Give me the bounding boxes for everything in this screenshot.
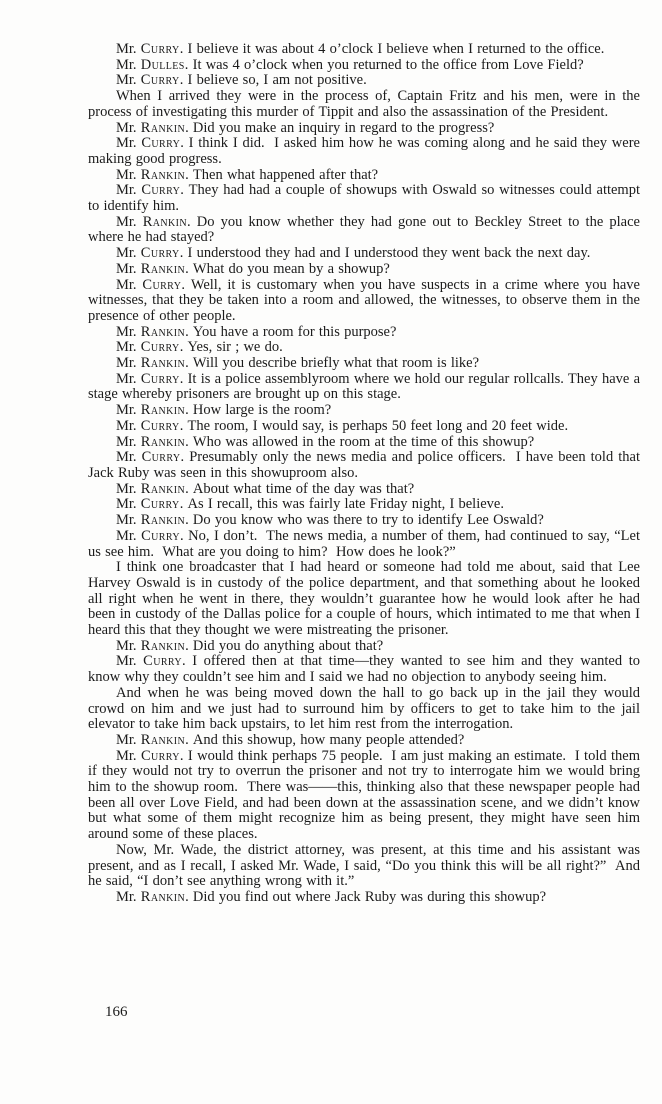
speaker-name: Mr. Curry. bbox=[116, 653, 186, 670]
paragraph: Mr. Curry. I believe so, I am not positive. bbox=[116, 72, 367, 89]
speaker-name: Mr. Curry. bbox=[116, 417, 184, 434]
speaker-name: Mr. Curry. bbox=[116, 135, 184, 152]
speaker-name: Mr. Rankin. bbox=[116, 512, 189, 529]
speaker-name: Mr. Curry. bbox=[116, 496, 184, 513]
speaker-name: Mr. Rankin. bbox=[116, 888, 189, 905]
speaker-name: Mr. Rankin. bbox=[116, 637, 189, 654]
paragraph: Mr. Curry. I think I did. I asked him how he was coming along and he said they were making good progress. bbox=[88, 135, 640, 167]
paragraph: Mr. Rankin. About what time of the day was that? bbox=[116, 480, 415, 497]
speaker-name: Mr. Rankin. bbox=[116, 119, 189, 136]
speaker-name: Mr. Curry. bbox=[116, 245, 184, 262]
paragraph: Mr. Curry. The room, I would say, is perhaps 50 feet long and 20 feet wide. bbox=[116, 417, 569, 434]
speaker-name: Mr. Rankin. bbox=[116, 260, 189, 277]
paragraph: Mr. Rankin. Did you find out where Jack Ruby was during this showup? bbox=[116, 888, 547, 905]
paragraph: Mr. Curry. I offered then at that time—they wanted to see him and they wanted to know why they couldn’t see him and I said we had no objection to anybody seeing him. bbox=[88, 653, 640, 686]
paragraph: Mr. Curry. No, I don’t. The news media, a number of them, had continued to say, “Let us see him. What are you doing to him? How does he look?” bbox=[88, 527, 641, 560]
paragraph: Mr. Curry. I would think perhaps 75 people. I am just making an estimate. I told them if they would not try to overrun the prisoner and not try to interrogate him we would bring him to the showup room. There was——this, thinking also that these newspaper people had been all over Love Field, and had been down at the assassination scene, and we didn’t know but what some of them might recognize him as being present, they might have seen him around some of these places. bbox=[88, 747, 640, 843]
speaker-name: Mr. Curry. bbox=[116, 72, 184, 89]
paragraph: When I arrived they were in the process of, Captain Fritz and his men, were in the process of investigating this murder of Tippit and also the assassination of the President. bbox=[88, 88, 640, 120]
paragraph: Mr. Rankin. You have a room for this purpose? bbox=[116, 323, 397, 340]
speaker-name: Mr. Curry. bbox=[116, 339, 184, 356]
speaker-name: Mr. Curry. bbox=[116, 41, 184, 57]
speaker-name: Mr. Rankin. bbox=[116, 213, 191, 230]
paragraph: I think one broadcaster that I had heard or someone had told me about, said that Lee Harvey Oswald is in custody of the police department, and that something about he looked all right when he went in there, they wouldn’t guarantee how he would look after he had been in custody of the Dallas police for a couple of hours, which intimated to me that when I heard this that they thought we were mistreating the prisoner. bbox=[88, 559, 640, 639]
speaker-name: Mr. Curry. bbox=[116, 527, 184, 544]
paragraph: Now, Mr. Wade, the district attorney, was present, at this time and his assistant was present, and as I recall, I asked Mr. Wade, I said, “Do you think this will be all right?” And he said, “I don’t see anything wrong with it.” bbox=[88, 841, 640, 890]
paragraph: Mr. Dulles. It was 4 o’clock when you returned to the office from Love Field? bbox=[116, 56, 584, 73]
paragraph: And when he was being moved down the hall to go back up in the jail they would crowd on him and we just had to surround him by officers to get to take him to the jail elevator to take him back upstairs, to let him rest from the interrogation. bbox=[88, 684, 640, 733]
paragraph: Mr. Rankin. Did you do anything about that? bbox=[116, 637, 384, 654]
paragraph: Mr. Rankin. Did you make an inquiry in regard to the progress? bbox=[116, 119, 495, 136]
paragraph: Mr. Curry. Yes, sir ; we do. bbox=[116, 339, 283, 356]
paragraph: Mr. Curry. Presumably only the news media and police officers. I have been told that Jack Ruby was seen in this showuproom also. bbox=[88, 449, 640, 481]
speaker-name: Mr. Rankin. bbox=[116, 731, 189, 748]
paragraph: Mr. Curry. I understood they had and I understood they went back the next day. bbox=[116, 245, 591, 262]
paragraph: Mr. Rankin. And this showup, how many people attended? bbox=[116, 731, 465, 748]
speaker-name: Mr. Rankin. bbox=[116, 355, 189, 372]
paragraph: Mr. Rankin. Then what happened after that? bbox=[116, 166, 379, 183]
paragraph: Mr. Curry. I believe it was about 4 o’clock I believe when I returned to the office. bbox=[116, 41, 605, 57]
speaker-name: Mr. Curry. bbox=[116, 449, 185, 466]
speaker-name: Mr. Curry. bbox=[116, 182, 184, 199]
paragraph: Mr. Rankin. Who was allowed in the room at the time of this showup? bbox=[116, 433, 535, 450]
speaker-name: Mr. Dulles. bbox=[116, 56, 189, 73]
paragraph: Mr. Rankin. Do you know who was there to try to identify Lee Oswald? bbox=[116, 512, 544, 529]
speaker-name: Mr. Rankin. bbox=[116, 402, 189, 419]
speaker-name: Mr. Curry. bbox=[116, 276, 185, 293]
speaker-name: Mr. Rankin. bbox=[116, 323, 189, 340]
testimony-text bbox=[88, 42, 640, 906]
speaker-name: Mr. Curry. bbox=[116, 370, 184, 387]
page-number: 166 bbox=[105, 1004, 128, 1020]
paragraph: Mr. Rankin. How large is the room? bbox=[116, 402, 332, 419]
paragraph: Mr. Curry. Well, it is customary when you have suspects in a crime where you have witnesses, that they be taken into a room and allowed, the witnesses, to observe them in the presence of other people. bbox=[88, 276, 640, 324]
speaker-name: Mr. Rankin. bbox=[116, 480, 189, 497]
speaker-name: Mr. Rankin. bbox=[116, 166, 189, 183]
paragraph: Mr. Curry. It is a police assemblyroom where we hold our regular rollcalls. They have a stage whereby prisoners are brought up on this stage. bbox=[88, 370, 641, 403]
paragraph: Mr. Curry. They had had a couple of showups with Oswald so witnesses could attempt to identify him. bbox=[88, 182, 640, 215]
paragraph: Mr. Curry. As I recall, this was fairly late Friday night, I believe. bbox=[116, 496, 504, 513]
speaker-name: Mr. Rankin. bbox=[116, 433, 189, 450]
paragraph: Mr. Rankin. Will you describe briefly what that room is like? bbox=[116, 355, 480, 372]
paragraph: Mr. Rankin. Do you know whether they had gone out to Beckley Street to the place where he had stayed? bbox=[88, 213, 640, 246]
paragraph: Mr. Rankin. What do you mean by a showup? bbox=[116, 260, 390, 277]
speaker-name: Mr. Curry. bbox=[116, 747, 184, 764]
